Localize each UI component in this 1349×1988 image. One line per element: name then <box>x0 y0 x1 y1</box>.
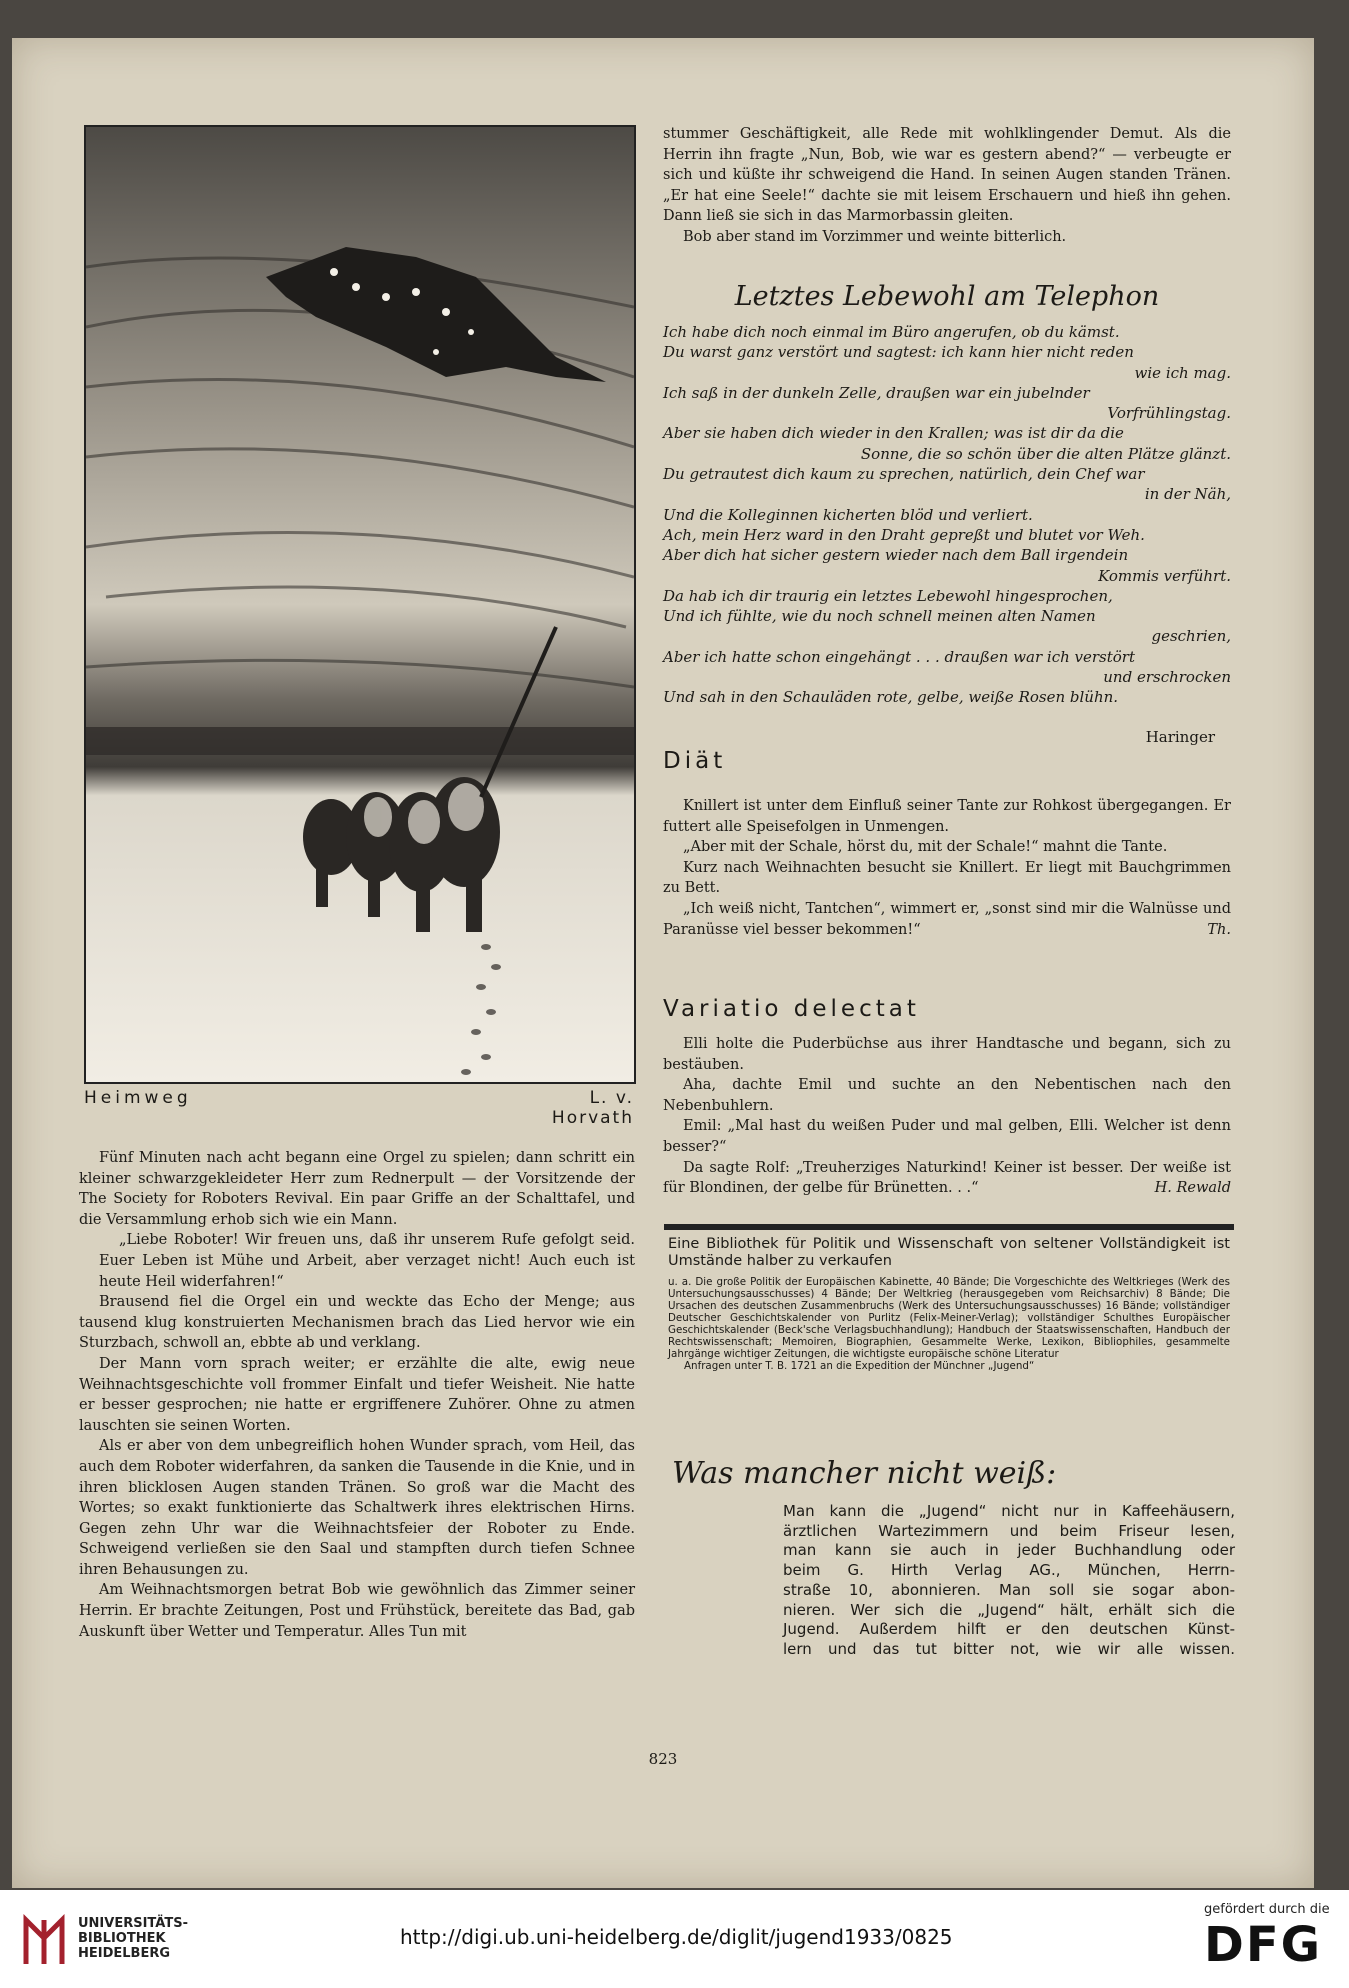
page-number: 823 <box>648 1750 678 1768</box>
poem-line: Sonne, die so schön über die alten Plätze glänzt. <box>860 444 1231 463</box>
ad-contact: Anfragen unter T. B. 1721 an die Expedition der Münchner „Jugend“ <box>684 1360 1035 1372</box>
promo-line: beim G. Hirth Verlag AG., München, Herrn- <box>783 1561 1235 1580</box>
library-name-line: UNIVERSITÄTS- <box>78 1916 188 1931</box>
paragraph: „Liebe Roboter! Wir freuen uns, daß ihr unserem Rufe gefolgt seid. Euer Leben ist Mühe und Arbeit, aber verzaget nicht! Auch euch ist heute Heil widerfahren!“ <box>99 1232 635 1290</box>
paragraph: Kurz nach Weihnachten besucht sie Knillert. Er liegt mit Bauchgrimmen zu Bett. <box>663 859 1231 897</box>
promo-title: Was mancher nicht weiß: <box>672 1456 1057 1491</box>
left-column-text <box>79 1148 635 1642</box>
library-name-line: HEIDELBERG <box>78 1946 171 1961</box>
diaet-title: Diät <box>663 748 727 774</box>
poem-line: geschrien, <box>1151 627 1231 646</box>
poem-line: Kommis verführt. <box>1098 566 1231 585</box>
ad-body: u. a. Die große Politik der Europäischen Kabinette, 40 Bände; Die Vorgeschichte des Weltkrieges (Werk des Untersuchungsausschusses) 4 Bände; Der Weltkrieg (herausgegeben vom Reichsarchiv) 8 Bände; Die Ursachen des deutschen Zusammenbruchs (Werk des Untersuchungsausschusses) 16 Bände; vollständiger Deutscher Geschichtskalender von Purlitz (Felix-Meiner-Verlag); vollständiger Schulthes Europäischer Geschichtskalender (Beck'sche Verlagsbuchhandlung); Handbuch der Staatswissenschaften, Handbuch der Rechtswissenschaft; Memoiren, Biographien, Gesammelte Werke, Lexikon, Bibliophiles, gesammelte Jahrgänge wichtiger Zeitungen, die wichtigste europäische schöne Literatur <box>668 1276 1230 1360</box>
promo-line: straße 10, abonnieren. Man soll sie sogar abon- <box>783 1580 1235 1599</box>
right-column-intro <box>663 124 1231 248</box>
promo-line: ärztlichen Wartezimmern und beim Friseur lesen, <box>783 1521 1235 1540</box>
poem-author: Haringer <box>1145 728 1215 746</box>
paragraph: Aha, dachte Emil und suchte an den Nebentischen nach den Nebenbuhlern. <box>663 1077 1231 1114</box>
paragraph: Knillert ist unter dem Einfluß seiner Tante zur Rohkost übergegangen. Er futtert alle Speisefolgen in Unmengen. <box>663 798 1231 835</box>
paragraph: Als er aber von dem unbegreiflich hohen Wunder sprach, vom Heil, das auch dem Roboter widerfahren, da sanken die Tausende in die Knie, und in ihren blicklosen Augen standen Tränen. So groß war die Macht des Wortes; so exakt funktionierte das Schaltwerk ihres elektrischen Hirns. Gegen zehn Uhr war die Weihnachtsfeier der Roboter zu Ende. Schweigend verließen sie den Saal und stampften durch tiefen Schnee ihren Behausungen zu. <box>79 1438 635 1578</box>
diaet-text <box>663 796 1231 940</box>
library-sale-ad <box>664 1224 1234 1372</box>
poem-line: Und sah in den Schauläden rote, gelbe, weiße Rosen blühn. <box>663 688 1119 707</box>
promo-line: man kann sie auch in jeder Buchhandlung oder <box>783 1541 1235 1560</box>
poem-line: und erschrocken <box>1103 668 1231 687</box>
variatio-text <box>663 1034 1231 1199</box>
paragraph <box>663 899 1231 940</box>
paragraph: Emil: „Mal hast du weißen Puder und mal gelben, Elli. Welcher ist denn besser?“ <box>663 1118 1231 1155</box>
poem-line: wie ich mag. <box>1134 363 1231 382</box>
poem-line: Aber dich hat sicher gestern wieder nach dem Ball irgendein <box>663 546 1129 565</box>
promo-line: Jugend. Außerdem hilft er den deutschen Künst- <box>783 1620 1235 1639</box>
poem-line: Da hab ich dir traurig ein letztes Lebewohl hingesprochen, <box>663 586 1113 605</box>
promo-line: nieren. Wer sich die „Jugend“ hält, erhält sich die <box>783 1600 1235 1619</box>
library-logo-icon <box>22 1910 66 1968</box>
poem-line: Aber sie haben dich wieder in den Krallen; was ist dir da die <box>663 424 1124 443</box>
poem-line: Ich habe dich noch einmal im Büro angerufen, ob du kämst. <box>663 323 1120 341</box>
illustration-heimweg <box>84 125 636 1084</box>
poem-line: Du getrautest dich kaum zu sprechen, natürlich, dein Chef war <box>663 465 1145 484</box>
promo-line: lern und das tut bitter not, wie wir alle wissen. <box>783 1639 1235 1658</box>
poem-body <box>663 322 1231 708</box>
library-name <box>78 1916 188 1961</box>
poem-title: Letztes Lebewohl am Telephon <box>734 281 1160 312</box>
paragraph: Der Mann vorn sprach weiter; er erzählte die alte, ewig neue Weihnachtsgeschichte voll frommer Einfalt und tiefer Weisheit. Nie hatte er besser gesprochen; nie hatte er ergriffenere Zuhörer. Ohne zu atmen lauschten sie seinen Worten. <box>79 1355 635 1434</box>
poem-line: in der Näh, <box>1144 485 1231 504</box>
poem-line: Ach, mein Herz ward in den Draht gepreßt und blutet vor Weh. <box>663 525 1145 544</box>
poem-line: Vorfrühlingstag. <box>1107 404 1231 423</box>
illustration-caption-title: Heimweg <box>84 1088 192 1108</box>
library-name-line: BIBLIOTHEK <box>78 1931 166 1946</box>
paragraph <box>663 1158 1231 1199</box>
poem-line: Und ich fühlte, wie du noch schnell meinen alten Namen <box>663 607 1096 626</box>
paragraph: „Aber mit der Schale, hörst du, mit der Schale!“ mahnt die Tante. <box>683 839 1168 856</box>
variatio-title: Variatio delectat <box>663 996 920 1022</box>
promo-line: Man kann die „Jugend“ nicht nur in Kaffeehäusern, <box>783 1502 1235 1520</box>
magazine-page <box>12 38 1314 1888</box>
source-url-link[interactable]: http://digi.ub.uni-heidelberg.de/diglit/jugend1933/0825 <box>400 1925 953 1949</box>
dfg-logo: DFG <box>1204 1917 1323 1973</box>
funded-by-label: gefördert durch die <box>1204 1902 1330 1917</box>
illustration-caption-artist: L. v. Horvath <box>551 1088 634 1128</box>
paragraph-text: „Ich weiß nicht, Tantchen“, wimmert er, „sonst sind mir die Walnüsse und Paranüsse viel besser bekommen!“ <box>663 900 1231 938</box>
ad-headline: Eine Bibliothek für Politik und Wissenschaft von seltener Vollständigkeit ist Umstände halber zu verkaufen <box>668 1236 1230 1269</box>
paragraph: Elli holte die Puderbüchse aus ihrer Handtasche und begann, sich zu bestäuben. <box>663 1036 1231 1073</box>
poem-line: Aber ich hatte schon eingehängt . . . draußen war ich verstört <box>663 647 1136 666</box>
diaet-author: Th. <box>1207 921 1231 938</box>
poem-line: Du warst ganz verstört und sagtest: ich kann hier nicht reden <box>663 343 1134 362</box>
paragraph-text: Da sagte Rolf: „Treuherziges Naturkind! Keiner ist besser. Der weiße ist für Blondinen, der gelbe für Brünetten. . .“ <box>663 1159 1231 1197</box>
paragraph: Bob aber stand im Vorzimmer und weinte bitterlich. <box>683 228 1067 245</box>
digitization-footer <box>0 1890 1349 1988</box>
paragraph: Fünf Minuten nach acht begann eine Orgel zu spielen; dann schritt ein kleiner schwarzgekleideter Herr zum Rednerpult — der Vorsitzende der The Society for Roboters Revival. Ein paar Griffe an der Schalttafel, und die Versammlung erhob sich wie ein Mann. <box>79 1150 635 1228</box>
winter-scene-drawing <box>86 127 634 1082</box>
paragraph: stummer Geschäftigkeit, alle Rede mit wohlklingender Demut. Als die Herrin ihn fragte „Nun, Bob, wie war es gestern abend?“ — verbeugte er sich und küßte ihr schweigend die Hand. In seinen Augen standen Tränen. „Er hat eine Seele!“ dachte sie mit leisem Erschauern und hieß ihn gehen. Dann ließ sie sich in das Marmorbassin gleiten. <box>663 126 1231 225</box>
paragraph: Am Weihnachtsmorgen betrat Bob wie gewöhnlich das Zimmer seiner Herrin. Er brachte Zeitungen, Post und Frühstück, bereitete das Bad, gab Auskunft über Wetter und Temperatur. Alles Tun mit <box>79 1582 635 1640</box>
poem-line: Und die Kolleginnen kicherten blöd und verliert. <box>663 505 1033 524</box>
promo-text <box>783 1502 1235 1660</box>
variatio-author: H. Rewald <box>1154 1180 1231 1197</box>
paragraph: Brausend fiel die Orgel ein und weckte das Echo der Menge; aus tausend klug konstruierten Mechanismen brach das Lied hervor wie ein Sturzbach, schwoll an, ebbte ab und verklang. <box>79 1294 635 1352</box>
poem-line: Ich saß in der dunkeln Zelle, draußen war ein jubelnder <box>663 383 1090 402</box>
